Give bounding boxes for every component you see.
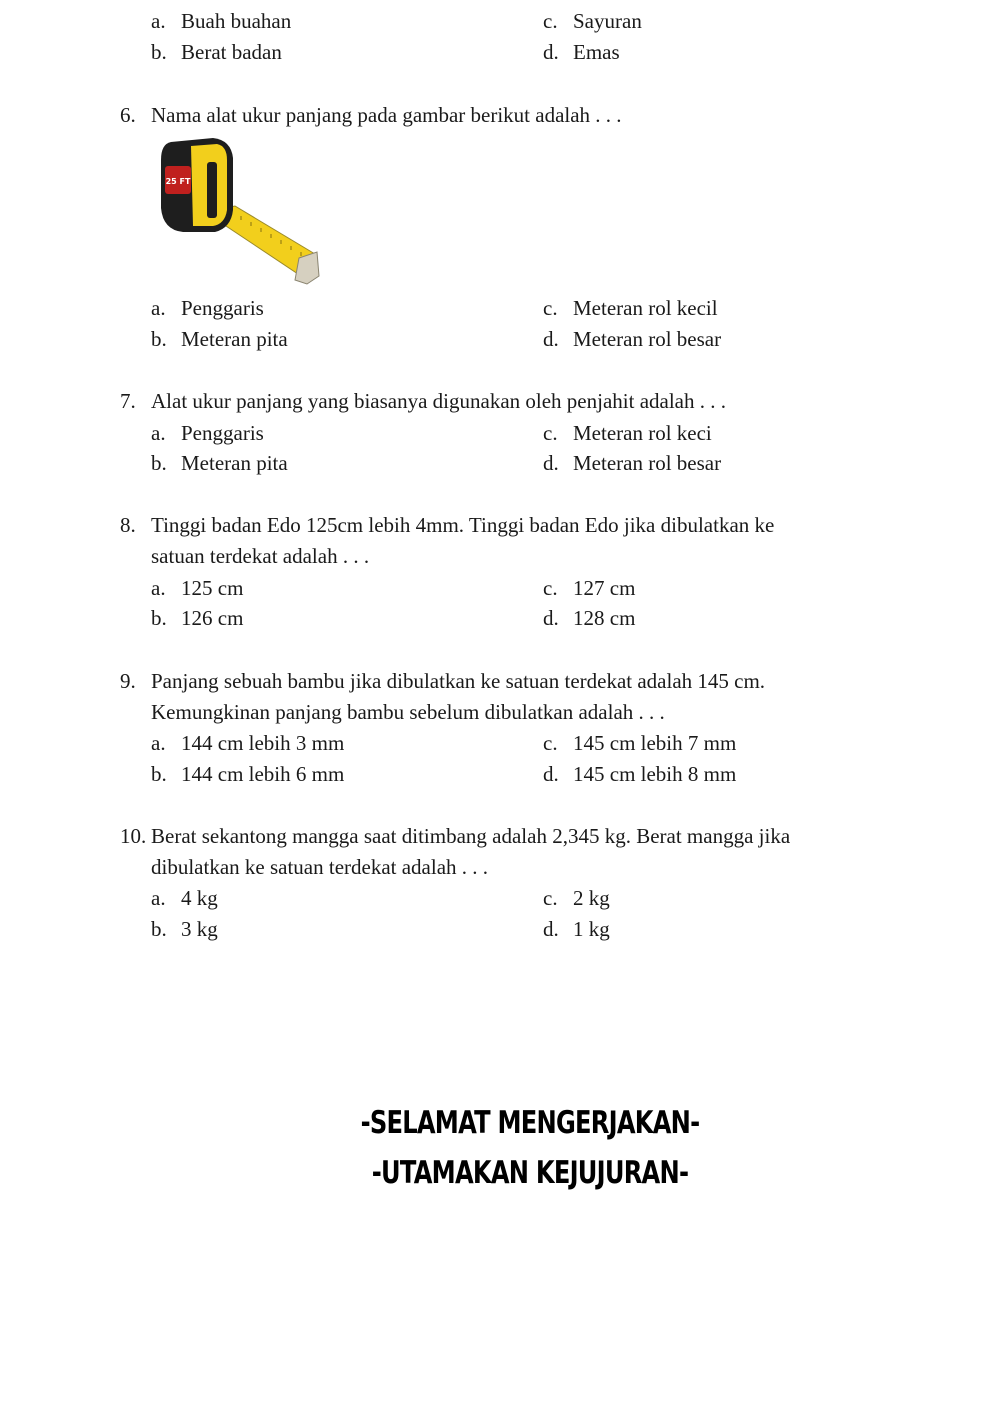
- q6-question-text: Nama alat ukur panjang pada gambar berikut adalah . . .: [151, 103, 622, 127]
- q8-option-c-text: 127 cm: [573, 576, 636, 600]
- q9-option-a[interactable]: [151, 731, 344, 755]
- q6-option-a-letter: a.: [151, 296, 166, 320]
- q5-option-c-text: Sayuran: [573, 9, 642, 33]
- q10-option-c-text: 2 kg: [573, 886, 610, 910]
- q6-option-b[interactable]: [151, 327, 288, 351]
- q7-question-text: Alat ukur panjang yang biasanya digunakan oleh penjahit adalah . . .: [151, 389, 726, 413]
- q5-option-a-text: Buah buahan: [181, 9, 292, 33]
- q7-option-c[interactable]: [543, 421, 712, 445]
- q6-option-c[interactable]: [543, 296, 718, 320]
- q10-option-b-letter: b.: [151, 917, 167, 941]
- q8-option-d-text: 128 cm: [573, 606, 636, 630]
- q8-option-b[interactable]: [151, 606, 243, 630]
- q9-option-d[interactable]: [543, 762, 736, 786]
- q10-option-d[interactable]: [543, 917, 610, 941]
- q6-option-d-text: Meteran rol besar: [573, 327, 722, 351]
- q9-option-b-text: 144 cm lebih 6 mm: [181, 762, 345, 786]
- q9-option-a-text: 144 cm lebih 3 mm: [181, 731, 345, 755]
- q10-option-b[interactable]: [151, 917, 218, 941]
- q8-option-c[interactable]: [543, 576, 635, 600]
- q8-option-c-letter: c.: [543, 576, 558, 600]
- q10-option-a[interactable]: [151, 886, 218, 910]
- q7-option-a-text: Penggaris: [181, 421, 264, 445]
- q6-option-c-letter: c.: [543, 296, 558, 320]
- q5-option-b-letter: b.: [151, 40, 167, 64]
- q7-option-b[interactable]: [151, 451, 288, 475]
- q10-option-c-letter: c.: [543, 886, 558, 910]
- q8-option-a[interactable]: [151, 576, 243, 600]
- q10-question-text-line1: Berat sekantong mangga saat ditimbang adalah 2,345 kg. Berat mangga jika: [151, 824, 791, 848]
- q5-option-b-text: Berat badan: [181, 40, 282, 64]
- q10-option-c[interactable]: [543, 886, 610, 910]
- q7-option-b-text: Meteran pita: [181, 451, 288, 475]
- q8-option-a-letter: a.: [151, 576, 166, 600]
- q6-number: 6.: [120, 103, 136, 127]
- q7-number: 7.: [120, 389, 136, 413]
- q10-number: 10.: [120, 824, 147, 848]
- q9-option-a-letter: a.: [151, 731, 166, 755]
- q7-option-c-letter: c.: [543, 421, 558, 445]
- q8-option-b-text: 126 cm: [181, 606, 244, 630]
- q10-question-text-line2: dibulatkan ke satuan terdekat adalah . . .: [151, 855, 489, 879]
- q8-option-b-letter: b.: [151, 606, 167, 630]
- q5-option-a-letter: a.: [151, 9, 166, 33]
- q7-option-d-text: Meteran rol besar: [573, 451, 722, 475]
- closing-line-honesty: -UTAMAKAN KEJUJURAN-: [371, 1155, 689, 1191]
- q8-option-a-text: 125 cm: [181, 576, 244, 600]
- tape-measure-image: [157, 136, 323, 292]
- q6-option-b-letter: b.: [151, 327, 167, 351]
- q7-option-d[interactable]: [543, 451, 721, 475]
- q6-option-c-text: Meteran rol kecil: [573, 296, 718, 320]
- q5-option-c[interactable]: [543, 9, 642, 33]
- q9-option-b[interactable]: [151, 762, 344, 786]
- q5-option-d[interactable]: [543, 40, 620, 64]
- q7-option-a[interactable]: [151, 421, 264, 445]
- q9-question-text-line2: Kemungkinan panjang bambu sebelum dibulatkan adalah . . .: [151, 700, 665, 724]
- q10-option-b-text: 3 kg: [181, 917, 218, 941]
- q6-option-b-text: Meteran pita: [181, 327, 288, 351]
- q6-option-d-letter: d.: [543, 327, 559, 351]
- q10-option-a-letter: a.: [151, 886, 166, 910]
- q9-option-d-text: 145 cm lebih 8 mm: [573, 762, 737, 786]
- q8-option-d[interactable]: [543, 606, 635, 630]
- q9-option-b-letter: b.: [151, 762, 167, 786]
- q10-option-d-letter: d.: [543, 917, 559, 941]
- q5-option-b[interactable]: [151, 40, 282, 64]
- q9-option-c-letter: c.: [543, 731, 558, 755]
- closing-line-good-luck: -SELAMAT MENGERJAKAN-: [360, 1105, 700, 1141]
- q9-question-text-line1: Panjang sebuah bambu jika dibulatkan ke satuan terdekat adalah 145 cm.: [151, 669, 766, 693]
- q8-question-text-line1: Tinggi badan Edo 125cm lebih 4mm. Tinggi badan Edo jika dibulatkan ke: [151, 513, 775, 537]
- q9-option-c-text: 145 cm lebih 7 mm: [573, 731, 737, 755]
- q6-option-a-text: Penggaris: [181, 296, 264, 320]
- q9-option-d-letter: d.: [543, 762, 559, 786]
- q5-option-a[interactable]: [151, 9, 291, 33]
- q7-option-a-letter: a.: [151, 421, 166, 445]
- tape-label-text: 25 FT: [165, 177, 191, 186]
- q9-number: 9.: [120, 669, 136, 693]
- q8-option-d-letter: d.: [543, 606, 559, 630]
- q7-option-b-letter: b.: [151, 451, 167, 475]
- q5-option-d-letter: d.: [543, 40, 559, 64]
- q6-option-a[interactable]: [151, 296, 264, 320]
- q5-option-c-letter: c.: [543, 9, 558, 33]
- q8-number: 8.: [120, 513, 136, 537]
- q7-option-d-letter: d.: [543, 451, 559, 475]
- q7-option-c-text: Meteran rol keci: [573, 421, 712, 445]
- q6-option-d[interactable]: [543, 327, 721, 351]
- q9-option-c[interactable]: [543, 731, 736, 755]
- q10-option-a-text: 4 kg: [181, 886, 218, 910]
- q5-option-d-text: Emas: [573, 40, 620, 64]
- q10-option-d-text: 1 kg: [573, 917, 610, 941]
- q8-question-text-line2: satuan terdekat adalah . . .: [151, 544, 370, 568]
